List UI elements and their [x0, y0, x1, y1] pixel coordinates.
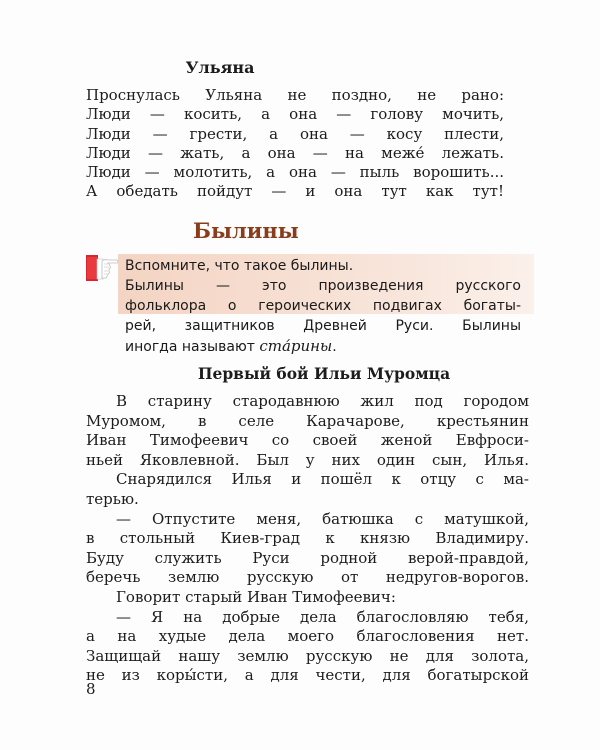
info-line: рей, защитников Древней Руси. Былины — [125, 318, 521, 334]
poem-line: Люди — грести, а она — косу плести, — [86, 124, 504, 143]
story-line: Снарядился Илья и пошёл к отцу с ма- — [116, 470, 529, 489]
term-starina: ста́рины — [259, 337, 333, 355]
story-line: — Я на добрые дела благословляю тебя, — [116, 607, 529, 626]
story-text — [86, 392, 529, 686]
section-title: Былины — [193, 218, 299, 243]
story-line: а на худые дела моего благословения нет. — [86, 627, 529, 646]
info-line: Вспомните, что такое былины. — [125, 258, 354, 274]
poem-text — [86, 86, 504, 202]
story-line: ньей Яковлевной. Был у них один сын, Илья. — [86, 450, 529, 469]
info-line-suffix: . — [332, 339, 337, 355]
story-line: В старину стародавнюю жил под городом — [116, 392, 529, 410]
story-line: Буду служить Руси родной верой-правдой, — [86, 548, 529, 567]
pointing-hand-icon — [86, 251, 120, 285]
story-line: не из коры́сти, а для чести, для богатырской — [86, 666, 529, 685]
poem-title: Ульяна — [185, 58, 255, 77]
poem-line: Люди — косить, а она — голову мочить, — [86, 105, 504, 124]
story-title: Первый бой Ильи Муромца — [197, 364, 451, 383]
story-line: Иван Тимофеевич со своей женой Евфроси- — [86, 431, 529, 450]
story-line: терью. — [86, 489, 139, 508]
poem-line: А обедать пойдут — и она тут как тут! — [86, 182, 504, 201]
story-line: Муромом, в селе Карачарове, крестьянин — [86, 411, 529, 430]
story-line: — Отпустите меня, батюшка с матушкой, — [116, 509, 529, 528]
poem-line: Проснулась Ульяна не поздно, не рано: — [86, 86, 504, 104]
info-line — [125, 336, 521, 357]
poem-line: Люди — жать, а она — на меже́ лежать. — [86, 143, 504, 162]
info-line-prefix: иногда называют — [125, 339, 260, 355]
page-number: 8 — [86, 680, 96, 698]
story-line: в стольный Киев-град к князю Владимиру. — [86, 529, 529, 548]
story-line: Защищай нашу землю русскую не для золота, — [86, 646, 529, 665]
poem-line: Люди — молотить, а она — пыль ворошить... — [86, 163, 504, 182]
info-line: Былины — это произведения русского — [125, 278, 521, 294]
story-line: Говорит старый Иван Тимофеевич: — [116, 587, 396, 606]
info-line: фольклора о героических подвигах богаты- — [125, 298, 521, 314]
story-line: беречь землю русскую от недругов-ворогов. — [86, 568, 529, 587]
info-text — [125, 256, 521, 357]
